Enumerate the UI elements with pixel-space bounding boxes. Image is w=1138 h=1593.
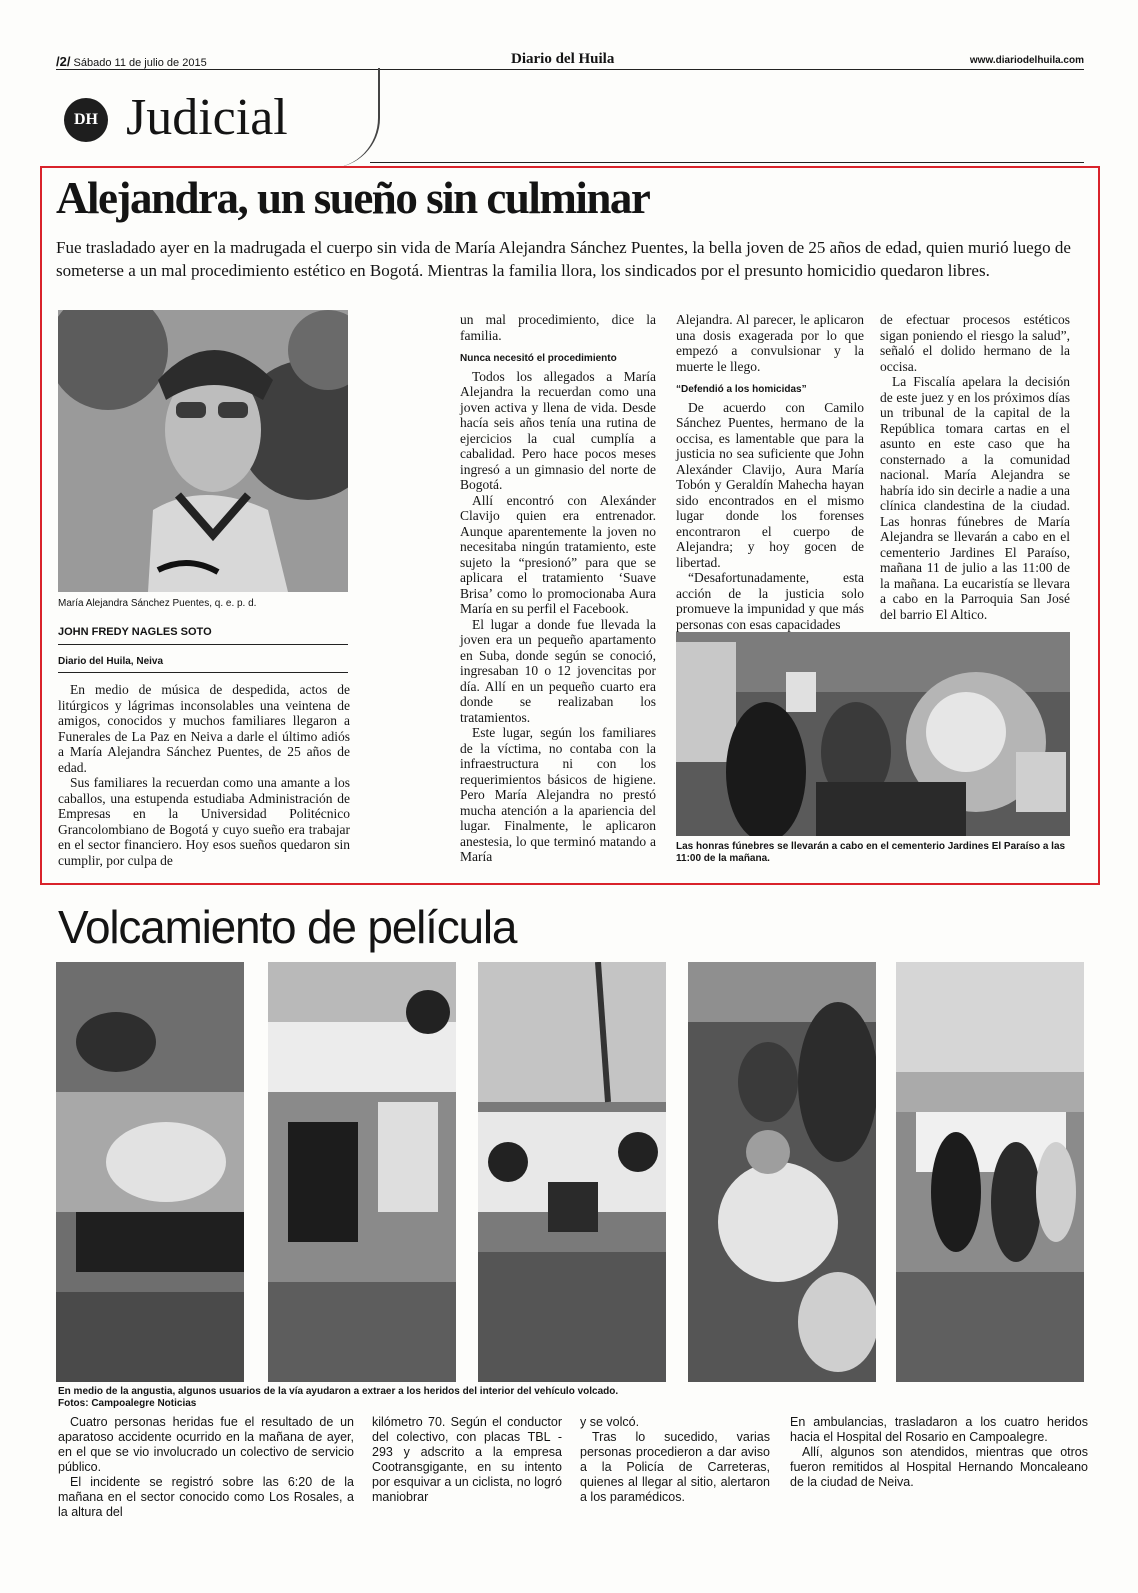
paragraph: En ambulancias, trasladaron a los cuatro heridos hacia el Hospital del Rosario en Campoalegre. xyxy=(790,1415,1088,1444)
author-byline: JOHN FREDY NAGLES SOTO xyxy=(58,626,212,638)
paragraph: Todos los allegados a María Alejandra la recuerdan como una joven activa y llena de vida. Desde hacía seis años tenía una rutina de ejercicios la cual cumplía a cabalidad. Pero hace pocos meses ingresó a un gimnasio del norte de Bogotá. xyxy=(460,368,656,492)
divider xyxy=(370,162,1084,163)
masthead: Diario del Huila xyxy=(511,51,615,67)
paragraph: El incidente se registró sobre las 6:20 de la mañana en el sector conocido como Los Rosales, a la altura del xyxy=(58,1475,354,1519)
paragraph: y se volcó. xyxy=(580,1415,640,1429)
accident-photo-5 xyxy=(896,962,1084,1382)
photo-credit: Fotos: Campoalegre Noticias xyxy=(58,1398,197,1409)
byline-divider xyxy=(58,644,348,645)
paragraph: kilómetro 70. Según el conductor del colectivo, con placas TBL - 293 y adscrito a la empresa Cootransgigante, en su intento por esquivar a un ciclista, no logró maniobrar xyxy=(372,1415,562,1504)
paragraph: Allí encontró con Alexánder Clavijo quien era entrenador. Aunque aparentemente la joven no necesitaba ningún tratamiento, este sujeto la “presionó” para que se aplicara el tratamiento ‘Suave Brisa’ como lo promocionaba Aura María en su perfil el Facebook. xyxy=(460,492,656,616)
paragraph: Alejandra. Al parecer, le aplicaron una dosis exagerada por lo que empezó a convulsionar y la muerte le llego. xyxy=(676,312,864,374)
issue-date: Sábado 11 de julio de 2015 xyxy=(73,57,207,69)
article2-column-1 xyxy=(58,1415,354,1520)
paragraph: un mal procedimiento, dice la familia. xyxy=(460,312,656,343)
byline-divider xyxy=(58,672,348,673)
paragraph: Allí, algunos son atendidos, mientras que otros fueron remitidos al Hospital Hernando Moncaleano de la ciudad de Neiva. xyxy=(790,1445,1088,1489)
publication-dateline: Diario del Huila, Neiva xyxy=(58,656,164,667)
accident-photo-1 xyxy=(56,962,244,1382)
portrait-photo xyxy=(58,310,348,592)
site-url[interactable]: www.diariodelhuila.com xyxy=(969,55,1084,66)
paragraph: De acuerdo con Camilo Sánchez Puentes, hermano de la occisa, es lamentable que para la justicia no sea suficiente que John Alexánder Clavijo, Aura María Tobón y Geraldín Mahecha hayan sido encontrados en el mismo lugar donde los forenses encontraron el cuerpo de Alejandra; y hoy gocen de libertad. xyxy=(676,399,864,570)
funeral-photo xyxy=(676,632,1070,836)
paragraph: La Fiscalía apelara la decisión de este juez y en los próximos días un tribunal de la capital de la República tomara cartas en el asunto en este caso que ha consternado a la comunidad nacional. María Alejandra se habría ido sin decirle a nadie a una clínica clandestina de la ciudad. Las honras fúnebres de María Alejandra se llevarán a cabo en el cementerio Jardines El Paraíso, mañana 11 de julio a las 11:00 de la mañana. La eucaristía se llevara a cabo en la Parroquia San José del barrio El Altico. xyxy=(880,374,1070,622)
article-column-4 xyxy=(880,312,1070,622)
accident-photo-3 xyxy=(478,962,666,1382)
paragraph: En medio de música de despedida, actos de litúrgicos y lágrimas inconsolables una veintena de amigos, conocidos y muchos familiares llegaron a Funerales de La Paz en Neiva a darle el último adiós a María Alejandra Sánchez Puentes, de 25 años de edad. xyxy=(58,682,350,775)
page-header xyxy=(56,52,1084,70)
article2-column-4 xyxy=(790,1415,1088,1490)
paragraph: El lugar a donde fue llevada la joven era un pequeño apartamento en Suba, donde según se conoció, ingresaban 10 o 12 jovencitas por día. Allí en un pequeño cuarto era donde se realizaban los tratamientos. xyxy=(460,616,656,725)
article2-column-3 xyxy=(580,1415,770,1505)
article-column-3 xyxy=(676,312,864,632)
article-headline: Alejandra, un sueño sin culminar xyxy=(56,173,650,223)
funeral-caption: Las honras fúnebres se llevarán a cabo en el cementerio Jardines El Paraíso a las 11:00 de la mañana. xyxy=(676,841,1066,864)
paragraph: Tras lo sucedido, varias personas procedieron a dar aviso a la Policía de Carreteras, quienes al llegar al sitio, alertaron a los paramédicos. xyxy=(580,1430,770,1504)
article2-headline: Volcamiento de película xyxy=(58,901,517,953)
section-title: Judicial xyxy=(126,89,288,146)
subheading: “Defendió a los homicidas” xyxy=(676,384,807,395)
dh-logo-icon: DH xyxy=(64,98,108,142)
decorative-arc xyxy=(330,68,380,168)
article-column-1 xyxy=(58,682,350,868)
page-number-date: /2/ Sábado 11 de julio de 2015 xyxy=(56,54,207,69)
paragraph: “Desafortunadamente, esta acción de la justicia solo promueve la impunidad y que más personas con esas capacidades xyxy=(676,570,864,632)
accident-photo-2 xyxy=(268,962,456,1382)
paragraph: Este lugar, según los familiares de la víctima, no contaba con la infraestructura ni con los requerimientos básicos de higiene. Pero María Alejandra no prestó mucha atención a la apariencia del lugar. Finalmente, le aplicaron anestesia, lo que terminó matando a María xyxy=(460,725,656,864)
portrait-caption: María Alejandra Sánchez Puentes, q. e. p. d. xyxy=(58,598,257,609)
paragraph: de efectuar procesos estéticos sigan poniendo el riesgo la salud”, señaló el dolido hermano de la occisa. xyxy=(880,312,1070,374)
accident-photo-4 xyxy=(688,962,876,1382)
accident-caption: En medio de la angustia, algunos usuarios de la vía ayudaron a extraer a los heridos del interior del vehículo volcado. xyxy=(58,1386,619,1397)
article2-column-2 xyxy=(372,1415,562,1505)
article-alejandra xyxy=(40,166,1100,885)
subheading: Nunca necesitó el procedimiento xyxy=(460,353,617,364)
paragraph: Cuatro personas heridas fue el resultado de un aparatoso accidente ocurrido en la mañana de ayer, en el que se vio involucrado un colectivo de servicio público. xyxy=(58,1415,354,1474)
article-lead: Fue trasladado ayer en la madrugada el cuerpo sin vida de María Alejandra Sánchez Puentes, la bella joven de 25 años de edad, quien murió luego de someterse a un mal procedimiento estético en Bogotá. Mientras la familia llora, los sindicados por el presunto homicidio quedaron libres. xyxy=(56,238,1071,280)
article-column-2 xyxy=(460,312,656,865)
paragraph: Sus familiares la recuerdan como una amante a los caballos, una estupenda estudiaba Administración de Empresas en la Universidad Politécnico Grancolombiano de Bogotá y cuyo sueño era trabajar en el sector financiero. Hoy esos sueños quedaron sin cumplir, por culpa de xyxy=(58,775,350,868)
